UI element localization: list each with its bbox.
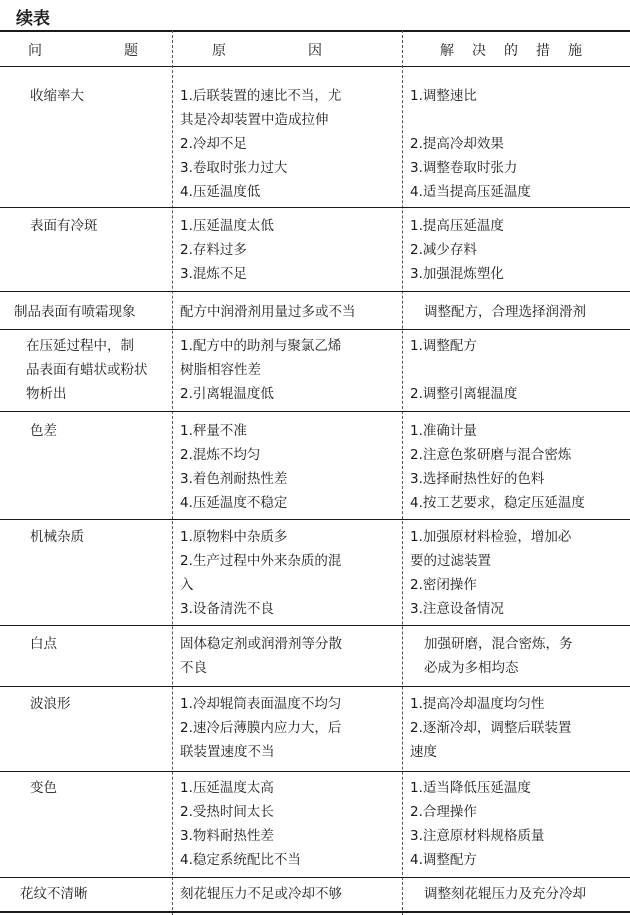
table-row-cause: 1.原物料中杂质多 2.生产过程中外来杂质的混 入 3.设备清洗不良 xyxy=(180,529,342,617)
table-row-problem: 花纹不清晰 xyxy=(20,886,88,902)
table-row-measure: 调整配方，合理选择润滑剂 xyxy=(424,304,586,320)
table-row-measure: 1.提高压延温度 2.减少存料 3.加强混炼塑化 xyxy=(410,218,504,282)
table-row-measure: 1.适当降低压延温度 2.合理操作 3.注意原材料规格质量 4.调整配方 xyxy=(410,780,545,868)
table-row-problem: 收缩率大 xyxy=(30,88,84,104)
row-divider xyxy=(0,519,630,520)
row-divider xyxy=(0,207,630,208)
row-divider xyxy=(0,329,630,330)
table-row-problem: 白点 xyxy=(30,636,57,652)
row-divider xyxy=(0,686,630,687)
row-divider xyxy=(0,291,630,292)
table-row-cause: 1.压延温度太高 2.受热时间太长 3.物料耐热性差 4.稳定系统配比不当 xyxy=(180,780,301,868)
table-row-cause: 配方中润滑剂用量过多或不当 xyxy=(180,304,356,320)
row-divider xyxy=(0,771,630,772)
table-row-cause: 1.后联装置的速比不当，尤 其是冷却装置中造成拉伸 2.冷却不足 3.卷取时张力过大 4.压延温度低 xyxy=(180,88,342,200)
table-top-rule xyxy=(0,30,630,32)
table-row-problem: 波浪形 xyxy=(30,696,71,712)
table-row-measure: 1.准确计量 2.注意色浆研磨与混合密炼 3.选择耐热性好的色料 4.按工艺要求，稳定压延温度 xyxy=(410,423,585,511)
table-row-measure: 1.调整速比 2.提高冷却效果 3.调整卷取时张力 4.适当提高压延温度 xyxy=(410,88,531,200)
table-row-problem: 制品表面有喷霜现象 xyxy=(14,304,136,320)
table-row-measure: 加强研磨，混合密炼，务 必成为多相均态 xyxy=(424,636,573,676)
table-row-cause: 1.冷却辊筒表面温度不均匀 2.速冷后薄膜内应力大，后 联装置速度不当 xyxy=(180,696,342,760)
table-continued-title: 续表 xyxy=(16,9,50,29)
table-row-measure: 1.调整配方 2.调整引离辊温度 xyxy=(410,338,518,402)
header-problem: 问 题 xyxy=(28,43,140,59)
row-divider xyxy=(0,411,630,412)
table-row-measure: 1.加强原材料检验，增加必 要的过滤装置 2.密闭操作 3.注意设备情况 xyxy=(410,529,572,617)
table-row-problem: 在压延过程中，制 品表面有蜡状或粉状 物析出 xyxy=(26,338,148,402)
table-row-cause: 固体稳定剂或润滑剂等分散 不良 xyxy=(180,636,342,676)
table-row-cause: 1.压延温度太低 2.存料过多 3.混炼不足 xyxy=(180,218,274,282)
row-divider xyxy=(0,625,630,626)
table-row-measure: 1.提高冷却温度均匀性 2.逐渐冷却，调整后联装置 速度 xyxy=(410,696,572,760)
header-cause: 原 因 xyxy=(212,43,324,59)
table-row-problem: 变色 xyxy=(30,780,57,796)
header-rule xyxy=(0,66,630,67)
table-row-cause: 1.秤量不准 2.混炼不均匀 3.着色剂耐热性差 4.压延温度不稳定 xyxy=(180,423,288,511)
table-row-problem: 表面有冷斑 xyxy=(30,218,98,234)
table-bottom-rule xyxy=(0,911,630,913)
table-row-problem: 机械杂质 xyxy=(30,529,84,545)
table-row-measure: 调整刻花辊压力及充分冷却 xyxy=(424,886,586,902)
table-row-cause: 刻花辊压力不足或冷却不够 xyxy=(180,886,342,902)
column-divider-2 xyxy=(402,30,403,915)
header-measure: 解 决 的 措 施 xyxy=(440,43,584,59)
table-row-cause: 1.配方中的助剂与聚氯乙烯 树脂相容性差 2.引离辊温度低 xyxy=(180,338,342,402)
row-divider xyxy=(0,877,630,878)
table-row-problem: 色差 xyxy=(30,423,57,439)
